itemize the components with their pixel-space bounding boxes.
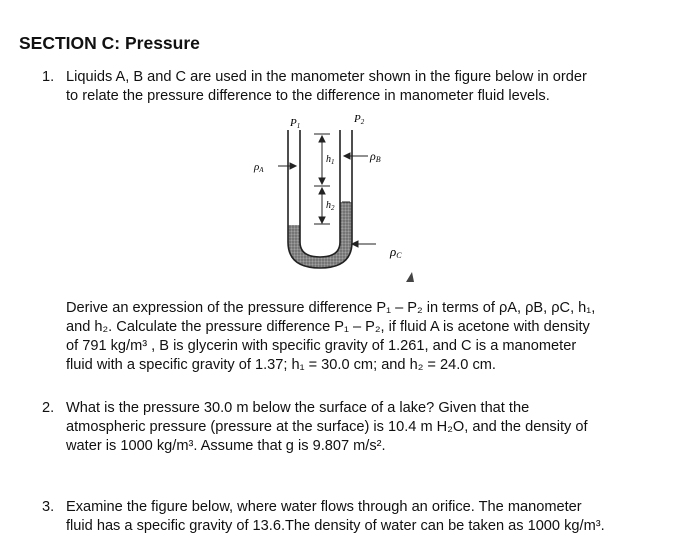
text-line: fluid with a specific gravity of 1.37; h₁ = 30.0 cm; and h₂ = 24.0 cm. — [66, 357, 496, 373]
h1-label: $h_1$ — [326, 154, 335, 166]
question-number: 2. — [42, 400, 55, 416]
p1-label: P1 — [290, 117, 301, 130]
text-line: water is 1000 kg/m³. Assume that g is 9.807 m/s². — [66, 438, 386, 454]
text-line: to relate the pressure difference to the difference in manometer fluid levels. — [66, 88, 550, 104]
text-line: of 791 kg/m³ , B is glycerin with specific gravity of 1.261, and C is a manometer — [66, 338, 577, 354]
rho-c-label: ρC — [390, 244, 402, 260]
question-number: 1. — [42, 69, 55, 85]
text-line: Liquids A, B and C are used in the manometer shown in the figure below in order — [66, 69, 587, 85]
p2-label: P2 — [354, 113, 365, 126]
text-line: Derive an expression of the pressure difference P₁ – P₂ in terms of ρA, ρB, ρC, h₁, — [66, 300, 596, 316]
scan-mark — [406, 272, 414, 282]
section-heading: SECTION C: Pressure — [19, 33, 200, 53]
text-line: Examine the figure below, where water flows through an orifice. The manometer — [66, 499, 582, 515]
manometer-fluid-c — [288, 202, 352, 268]
rho-b-label: ρB — [370, 149, 381, 164]
question-1-intro — [66, 68, 652, 106]
text-line: fluid has a specific gravity of 13.6.The density of water can be taken as 1000 kg/m³. — [66, 518, 605, 534]
text-line: atmospheric pressure (pressure at the surface) is 10.4 m H₂O, and the density of — [66, 419, 588, 435]
h2-label: $h_2$ — [326, 200, 335, 212]
question-number: 3. — [42, 499, 55, 515]
rho-a-label: ρA — [254, 161, 264, 174]
text-line: What is the pressure 30.0 m below the surface of a lake? Given that the — [66, 400, 530, 416]
manometer-figure — [250, 112, 430, 288]
text-line: and h₂. Calculate the pressure difference P₁ – P₂, if fluid A is acetone with density — [66, 319, 590, 335]
